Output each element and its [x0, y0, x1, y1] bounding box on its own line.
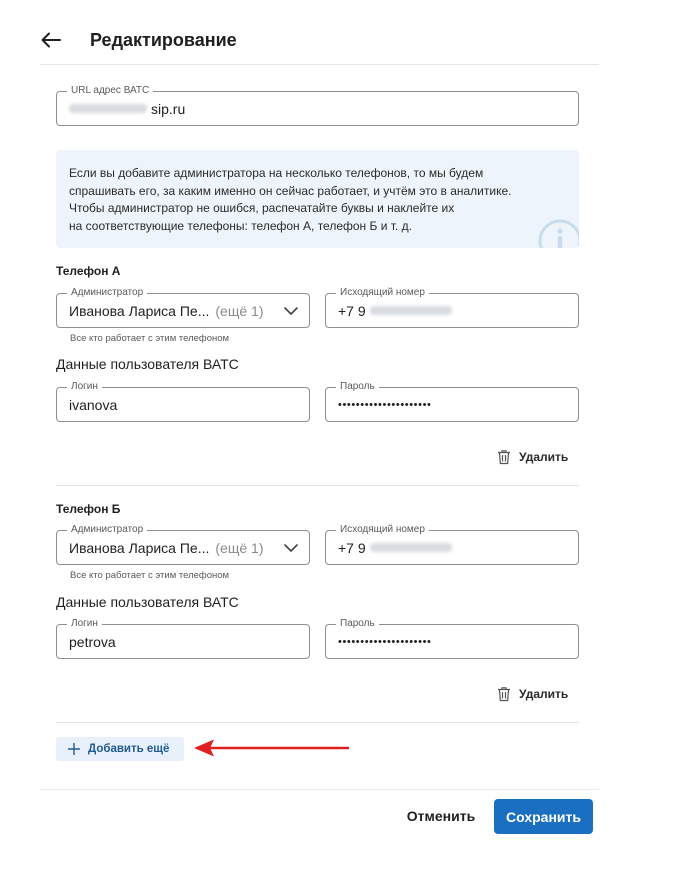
trash-icon [497, 449, 511, 465]
url-suffix: sip.ru [151, 100, 186, 117]
admin-name: Иванова Лариса Пе... [69, 539, 210, 556]
phone-b-title: Телефон Б [56, 502, 121, 516]
login-label: Логин [67, 381, 102, 393]
phone-b-outgoing-field[interactable] [325, 524, 579, 565]
outgoing-prefix: +7 9 [338, 539, 366, 556]
info-line: спрашивать его, за каким именно он сейчас работает, и учтём это в аналитике. [69, 183, 512, 198]
info-line: Если вы добавите администратора на несколько телефонов, то мы будем [69, 166, 484, 180]
back-button[interactable] [36, 26, 66, 54]
redacted-text [370, 306, 452, 315]
admin-label: Администратор [67, 524, 147, 536]
admin-helper-text: Все кто работает с этим телефоном [70, 570, 230, 581]
phone-b-divider [56, 722, 579, 723]
phone-a-divider [56, 485, 579, 486]
delete-label: Удалить [519, 450, 569, 464]
admin-name: Иванова Лариса Пе... [69, 302, 210, 319]
outgoing-value [338, 294, 452, 327]
phone-a-delete-button[interactable] [497, 449, 568, 465]
trash-icon [497, 686, 511, 702]
header-divider [40, 64, 599, 65]
phone-a-title: Телефон А [56, 264, 121, 278]
phone-a-admin-select[interactable] [56, 287, 310, 328]
password-value: ••••••••••••••••••••• [338, 635, 432, 648]
url-field-label: URL адрес ВАТС [67, 85, 153, 97]
info-text [69, 165, 549, 235]
password-label: Пароль [336, 381, 379, 393]
phone-b-login-field[interactable] [56, 618, 310, 659]
phone-b-delete-button[interactable] [497, 686, 568, 702]
phone-a-password-field[interactable] [325, 381, 579, 422]
outgoing-value [338, 531, 452, 564]
phone-a-outgoing-field[interactable] [325, 287, 579, 328]
plus-icon [68, 743, 80, 755]
login-label: Логин [67, 618, 102, 630]
admin-extra: (ещё 1) [215, 539, 264, 556]
phone-a-login-field[interactable] [56, 381, 310, 422]
login-value: ivanova [69, 396, 118, 413]
phone-a-user-section: Данные пользователя ВАТС [56, 356, 239, 372]
info-icon [537, 218, 579, 248]
cancel-button[interactable]: Отменить [406, 808, 476, 824]
page-title: Редактирование [90, 30, 237, 50]
admin-helper-text: Все кто работает с этим телефоном [70, 333, 230, 344]
outgoing-label: Исходящий номер [336, 287, 429, 299]
login-value: petrova [69, 633, 116, 650]
url-field-value [69, 92, 185, 125]
info-box [56, 150, 579, 248]
password-value: ••••••••••••••••••••• [338, 398, 432, 411]
url-field[interactable] [56, 85, 579, 126]
delete-label: Удалить [519, 687, 569, 701]
password-label: Пароль [336, 618, 379, 630]
redacted-text [370, 543, 452, 552]
info-line: Чтобы администратор не ошибся, распечатайте буквы и наклейте их [69, 201, 455, 215]
info-line: на соответствующие телефоны: телефон А, телефон Б и т. д. [69, 218, 412, 233]
footer-divider [40, 789, 599, 790]
admin-extra: (ещё 1) [215, 302, 264, 319]
add-more-label: Добавить ещё [88, 743, 170, 755]
phone-b-admin-select[interactable] [56, 524, 310, 565]
outgoing-prefix: +7 9 [338, 302, 366, 319]
admin-value [69, 294, 263, 327]
redacted-text [69, 104, 147, 113]
chevron-down-icon [284, 307, 298, 315]
arrow-left-icon [41, 32, 61, 48]
phone-b-user-section: Данные пользователя ВАТС [56, 594, 239, 610]
annotation-arrow [190, 735, 355, 761]
phone-b-password-field[interactable] [325, 618, 579, 659]
add-more-button[interactable] [56, 737, 184, 761]
chevron-down-icon [284, 544, 298, 552]
admin-label: Администратор [67, 287, 147, 299]
admin-value [69, 531, 263, 564]
save-button[interactable]: Сохранить [494, 799, 593, 834]
outgoing-label: Исходящий номер [336, 524, 429, 536]
